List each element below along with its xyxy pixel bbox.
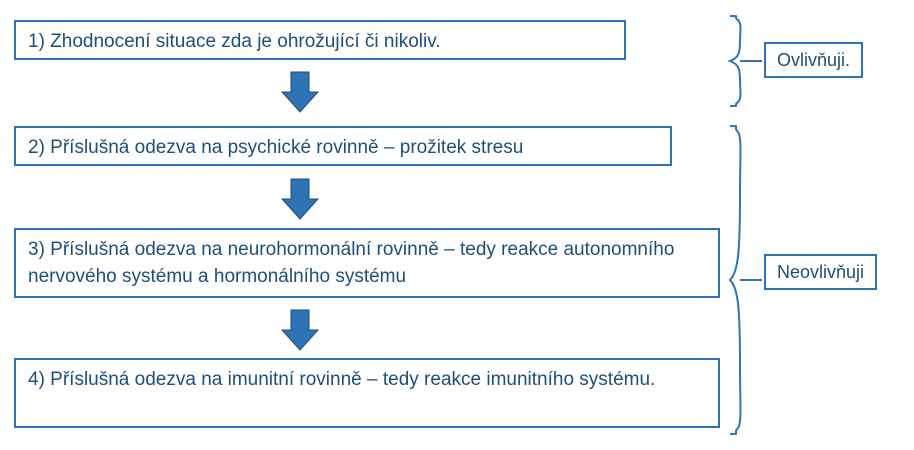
step-box-1: 1) Zhodnocení situace zda je ohrožující či nikoliv. — [14, 20, 626, 60]
brace-label-top: Ovlivňuji. — [764, 42, 863, 78]
down-arrow-icon-2 — [278, 177, 322, 221]
step-box-3: 3) Příslušná odezva na neurohormonální rovinně – tedy reakce autonomního nervového systému a hormonálního systému — [14, 228, 720, 298]
step-box-2: 2) Příslušná odezva na psychické rovinně – prožitek stresu — [14, 126, 672, 166]
brace-icon-top — [728, 14, 762, 108]
down-arrow-icon-1 — [278, 70, 322, 114]
down-arrow-icon-3 — [278, 308, 322, 352]
brace-label-bottom: Neovlivňuji — [764, 254, 877, 290]
step-box-4: 4) Příslušná odezva na imunitní rovinně – tedy reakce imunitního systému. — [14, 358, 720, 428]
brace-icon-bottom — [728, 124, 762, 436]
